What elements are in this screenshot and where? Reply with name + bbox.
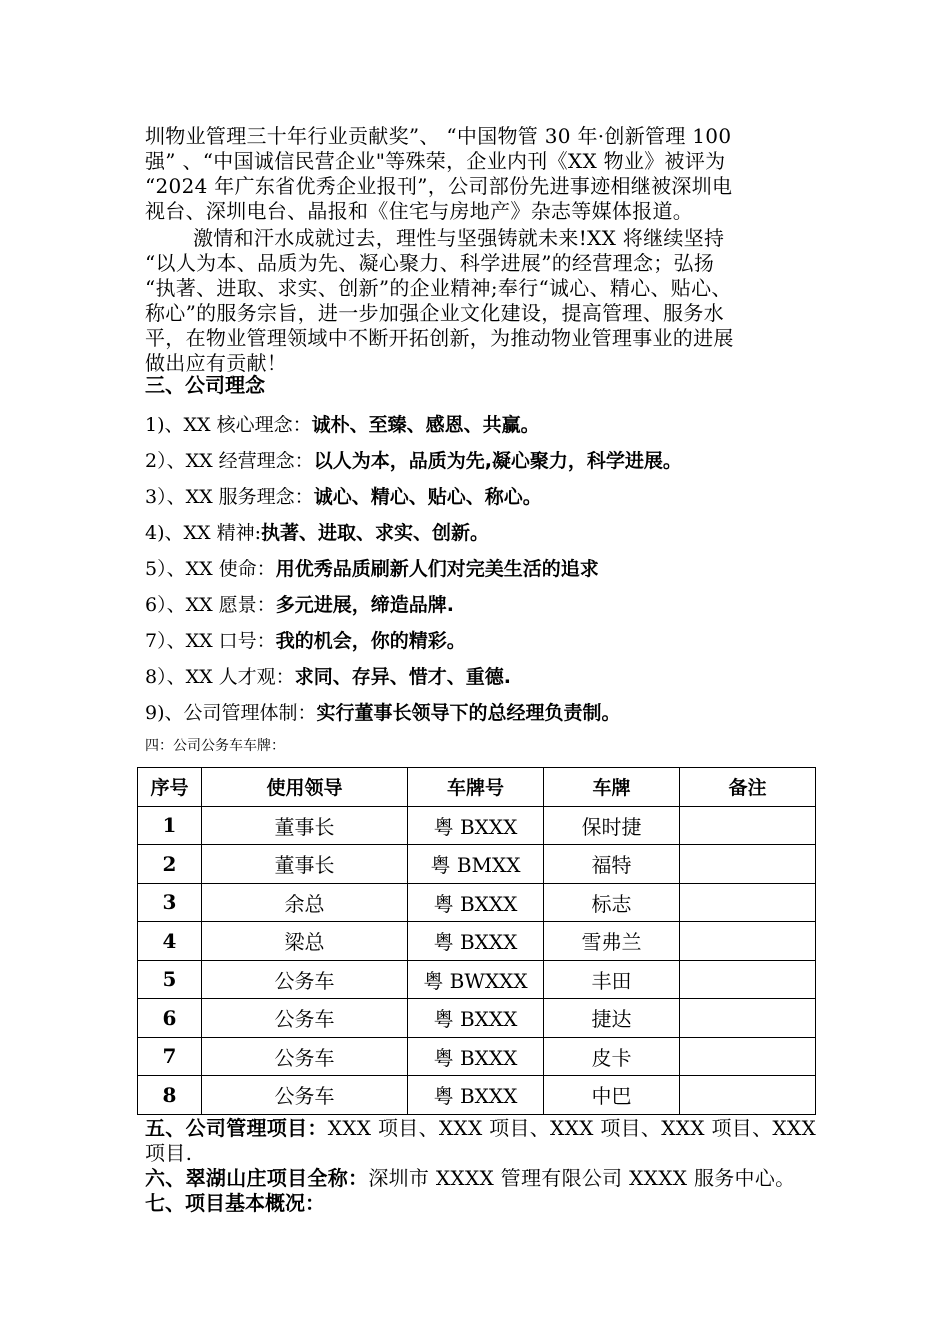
section6-value: 深圳市 XXXX 管理有限公司 XXXX 服务中心。 <box>368 1166 796 1190</box>
intro-line: 强” 、“中国诚信民营企业"等殊荣，企业内刊《XX 物业》被评为 <box>145 149 726 173</box>
car-table <box>137 767 816 1115</box>
table-row <box>138 1076 816 1115</box>
header-cell: 备注 <box>680 768 816 807</box>
future-paragraph <box>145 226 810 376</box>
concept-label: 1)、XX 核心理念： <box>145 414 312 436</box>
cell-plate: 粤 BXXX <box>408 1037 544 1076</box>
cell-note <box>680 845 816 884</box>
concept-label: 9)、公司管理体制： <box>145 702 317 724</box>
concept-value: 我的机会，你的精彩。 <box>275 630 466 652</box>
cell-no: 8 <box>138 1076 202 1115</box>
concept-list <box>145 407 682 731</box>
future-line: “执著、进取、求实、创新”的企业精神;奉行“诚心、精心、贴心、 <box>145 276 732 300</box>
cell-no: 2 <box>138 845 202 884</box>
cell-user: 公务车 <box>202 999 408 1038</box>
concept-item <box>145 695 682 731</box>
concept-item <box>145 551 682 587</box>
intro-line: 圳物业管理三十年行业贡献奖”、 “中国物管 30 年·创新管理 100 <box>145 124 732 148</box>
section6-line <box>145 1166 810 1191</box>
table-row <box>138 960 816 999</box>
cell-user: 董事长 <box>202 845 408 884</box>
cell-note <box>680 1076 816 1115</box>
table-row <box>138 845 816 884</box>
concept-value: 实行董事长领导下的总经理负责制。 <box>316 702 621 724</box>
cell-note <box>680 806 816 845</box>
cell-plate: 粤 BXXX <box>408 999 544 1038</box>
future-line: 激情和汗水成就过去，理性与坚强铸就未来!XX 将继续坚持 <box>193 226 725 250</box>
cell-no: 6 <box>138 999 202 1038</box>
cell-brand: 福特 <box>544 845 680 884</box>
cell-note <box>680 999 816 1038</box>
section3-heading: 三、公司理念 <box>145 373 265 397</box>
cell-user: 董事长 <box>202 806 408 845</box>
concept-label: 7）、XX 口号： <box>145 630 276 652</box>
cell-user: 余总 <box>202 883 408 922</box>
section6-block <box>145 1166 810 1191</box>
cell-no: 3 <box>138 883 202 922</box>
cell-user: 公务车 <box>202 1037 408 1076</box>
concept-value: 诚心、精心、贴心、称心。 <box>313 486 542 508</box>
concept-item <box>145 443 682 479</box>
cell-brand: 标志 <box>544 883 680 922</box>
concept-item <box>145 407 682 443</box>
concept-value: 用优秀品质刷新人们对完美生活的追求 <box>275 558 599 580</box>
future-line: 称心”的服务宗旨，进一步加强企业文化建设，提高管理、服务水 <box>145 301 724 325</box>
section4-caption: 四：公司公务车车牌： <box>145 738 285 754</box>
table-row <box>138 922 816 961</box>
intro-line: 视台、深圳电台、晶报和《住宅与房地产》杂志等媒体报道。 <box>145 199 694 223</box>
table-row <box>138 883 816 922</box>
cell-user: 梁总 <box>202 922 408 961</box>
cell-no: 7 <box>138 1037 202 1076</box>
cell-plate: 粤 BMXX <box>408 845 544 884</box>
cell-plate: 粤 BWXXX <box>408 960 544 999</box>
intro-line: “2024 年广东省优秀企业报刊”，公司部份先进事迹相继被深圳电 <box>145 174 733 198</box>
cell-note <box>680 1037 816 1076</box>
cell-plate: 粤 BXXX <box>408 922 544 961</box>
table-row <box>138 1037 816 1076</box>
header-cell: 车牌号 <box>408 768 544 807</box>
cell-plate: 粤 BXXX <box>408 806 544 845</box>
concept-value: 诚朴、至臻、感恩、共赢。 <box>311 414 540 436</box>
header-cell: 车牌 <box>544 768 680 807</box>
cell-note <box>680 883 816 922</box>
cell-note <box>680 960 816 999</box>
concept-item <box>145 659 682 695</box>
concept-item <box>145 479 682 515</box>
future-line: 做出应有贡献！ <box>145 351 288 375</box>
table-row <box>138 806 816 845</box>
concept-label: 8）、XX 人才观： <box>145 666 295 688</box>
header-cell: 序号 <box>138 768 202 807</box>
cell-plate: 粤 BXXX <box>408 1076 544 1115</box>
future-line: “以人为本、品质为先、凝心聚力、科学进展”的经营理念；弘扬 <box>145 251 715 275</box>
cell-plate: 粤 BXXX <box>408 883 544 922</box>
concept-label: 4)、XX 精神: <box>145 522 261 544</box>
header-cell: 使用领导 <box>202 768 408 807</box>
cell-no: 5 <box>138 960 202 999</box>
cell-brand: 皮卡 <box>544 1037 680 1076</box>
section5-value-continued: 项目. <box>145 1141 193 1165</box>
cell-brand: 丰田 <box>544 960 680 999</box>
cell-brand: 中巴 <box>544 1076 680 1115</box>
cell-brand: 雪弗兰 <box>544 922 680 961</box>
cell-user: 公务车 <box>202 1076 408 1115</box>
cell-brand: 捷达 <box>544 999 680 1038</box>
section5-value: XXX 项目、XXX 项目、XXX 项目、XXX 项目、XXX <box>327 1116 817 1140</box>
section5-line <box>145 1116 817 1141</box>
section6-label: 六、翠湖山庄项目全称： <box>145 1166 369 1190</box>
cell-no: 4 <box>138 922 202 961</box>
section7-heading: 七、项目基本概况： <box>145 1191 325 1215</box>
table-header-row <box>138 768 816 807</box>
concept-label: 6）、XX 愿景： <box>145 594 276 616</box>
future-line: 平，在物业管理领域中不断开拓创新，为推动物业管理事业的进展 <box>145 326 734 350</box>
concept-label: 5）、XX 使命： <box>145 558 276 580</box>
cell-note <box>680 922 816 961</box>
concept-item <box>145 623 682 659</box>
cell-no: 1 <box>138 806 202 845</box>
concept-value: 以人为本，品质为先,凝心聚力，科学进展。 <box>313 450 682 472</box>
section5-label: 五、公司管理项目： <box>145 1116 328 1140</box>
concept-label: 3）、XX 服务理念： <box>145 486 314 508</box>
table-row <box>138 999 816 1038</box>
cell-brand: 保时捷 <box>544 806 680 845</box>
section5-block <box>145 1116 817 1166</box>
intro-paragraph <box>145 124 810 224</box>
concept-item <box>145 515 682 551</box>
cell-user: 公务车 <box>202 960 408 999</box>
concept-value: 求同、存异、惜才、重德. <box>294 666 511 688</box>
concept-item <box>145 587 682 623</box>
concept-value: 多元进展，缔造品牌. <box>275 594 454 616</box>
concept-label: 2）、XX 经营理念： <box>145 450 314 472</box>
concept-value: 执著、进取、求实、创新。 <box>261 522 490 544</box>
